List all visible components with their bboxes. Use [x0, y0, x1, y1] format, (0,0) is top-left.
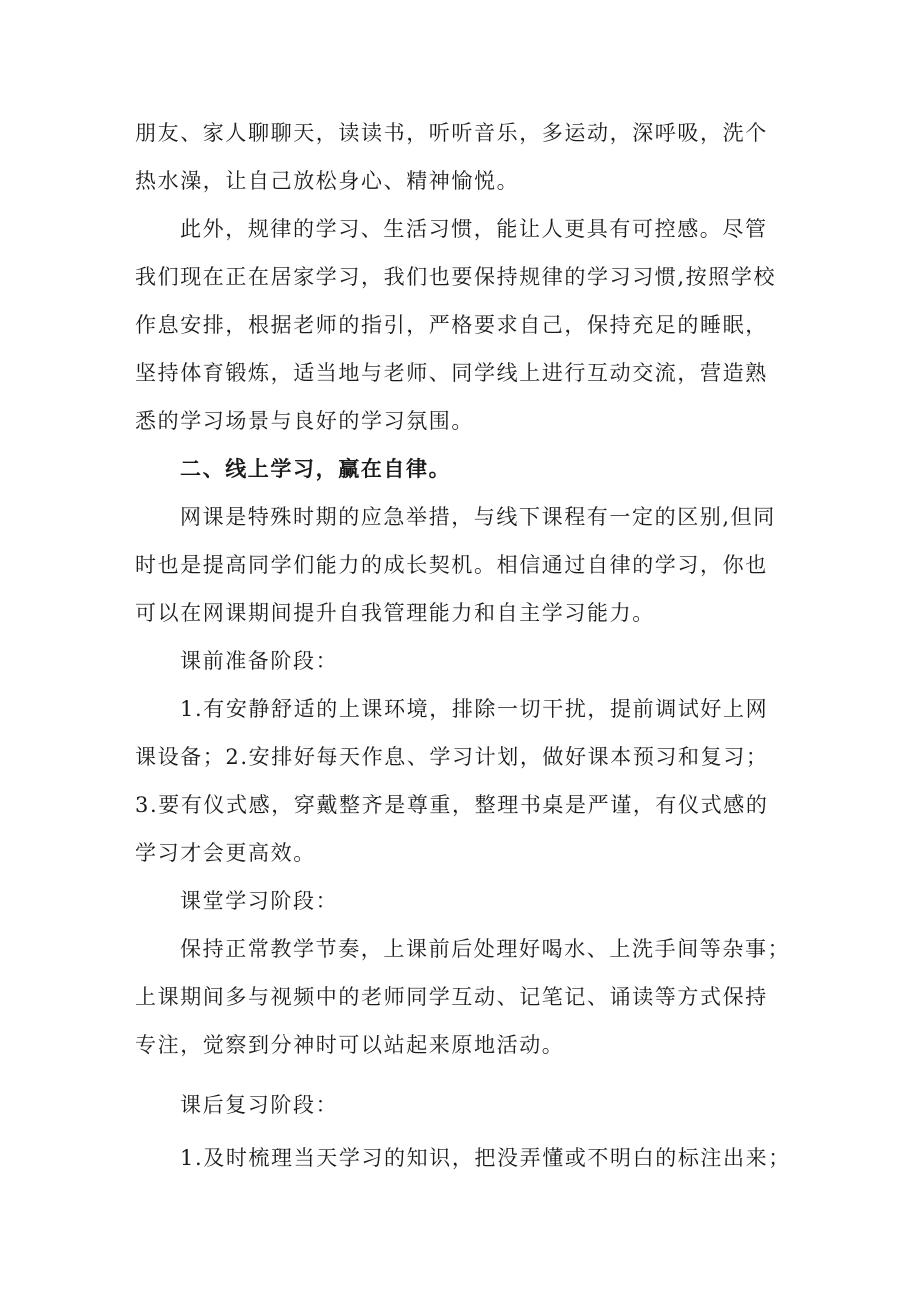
- subsection-label: 课后复习阶段：: [180, 1093, 339, 1117]
- body-text-line: 可以在网课期间提升自我管理能力和自主学习能力。: [135, 601, 655, 625]
- body-text-line: 热水澡，让自己放松身心、精神愉悦。: [135, 169, 520, 193]
- body-text-line: 上课期间多与视频中的老师同学互动、记笔记、诵读等方式保持: [135, 985, 768, 1009]
- body-text-line: 时也是提高同学们能力的成长契机。相信通过自律的学习，你也: [135, 553, 768, 577]
- body-text-line: 悉的学习场景与良好的学习氛围。: [135, 409, 474, 433]
- body-text-line: 专注，觉察到分神时可以站起来原地活动。: [135, 1033, 565, 1057]
- body-text-line: 作息安排，根据老师的指引，严格要求自己，保持充足的睡眠，: [135, 313, 768, 337]
- body-text-line: 朋友、家人聊聊天，读读书，听听音乐，多运动，深呼吸，洗个: [135, 121, 768, 145]
- body-text-line: 1.有安静舒适的上课环境，排除一切干扰，提前调试好上网: [180, 697, 769, 721]
- subsection-label: 课前准备阶段：: [180, 649, 339, 673]
- body-text-line: 网课是特殊时期的应急举措，与线下课程有一定的区别,但同: [180, 505, 776, 529]
- body-text-line: 此外，规律的学习、生活习惯，能让人更具有可控感。尽管: [180, 217, 768, 241]
- body-text-line: 坚持体育锻炼，适当地与老师、同学线上进行互动交流，营造熟: [135, 361, 768, 385]
- body-text-line: 3.要有仪式感，穿戴整齐是尊重，整理书桌是严谨，有仪式感的: [135, 793, 769, 817]
- body-text-line: 课设备；2.安排好每天作息、学习计划，做好课本预习和复习；: [135, 745, 769, 769]
- body-text-line: 保持正常教学节奏，上课前后处理好喝水、上洗手间等杂事；: [180, 937, 791, 961]
- body-text-line: 学习才会更高效。: [135, 841, 316, 865]
- body-text-line: 1.及时梳理当天学习的知识，把没弄懂或不明白的标注出来；: [180, 1146, 791, 1170]
- subsection-label: 课堂学习阶段：: [180, 889, 339, 913]
- body-text-line: 我们现在正在居家学习，我们也要保持规律的学习习惯,按照学校: [135, 265, 777, 289]
- section-heading: 二、线上学习，赢在自律。: [180, 457, 452, 481]
